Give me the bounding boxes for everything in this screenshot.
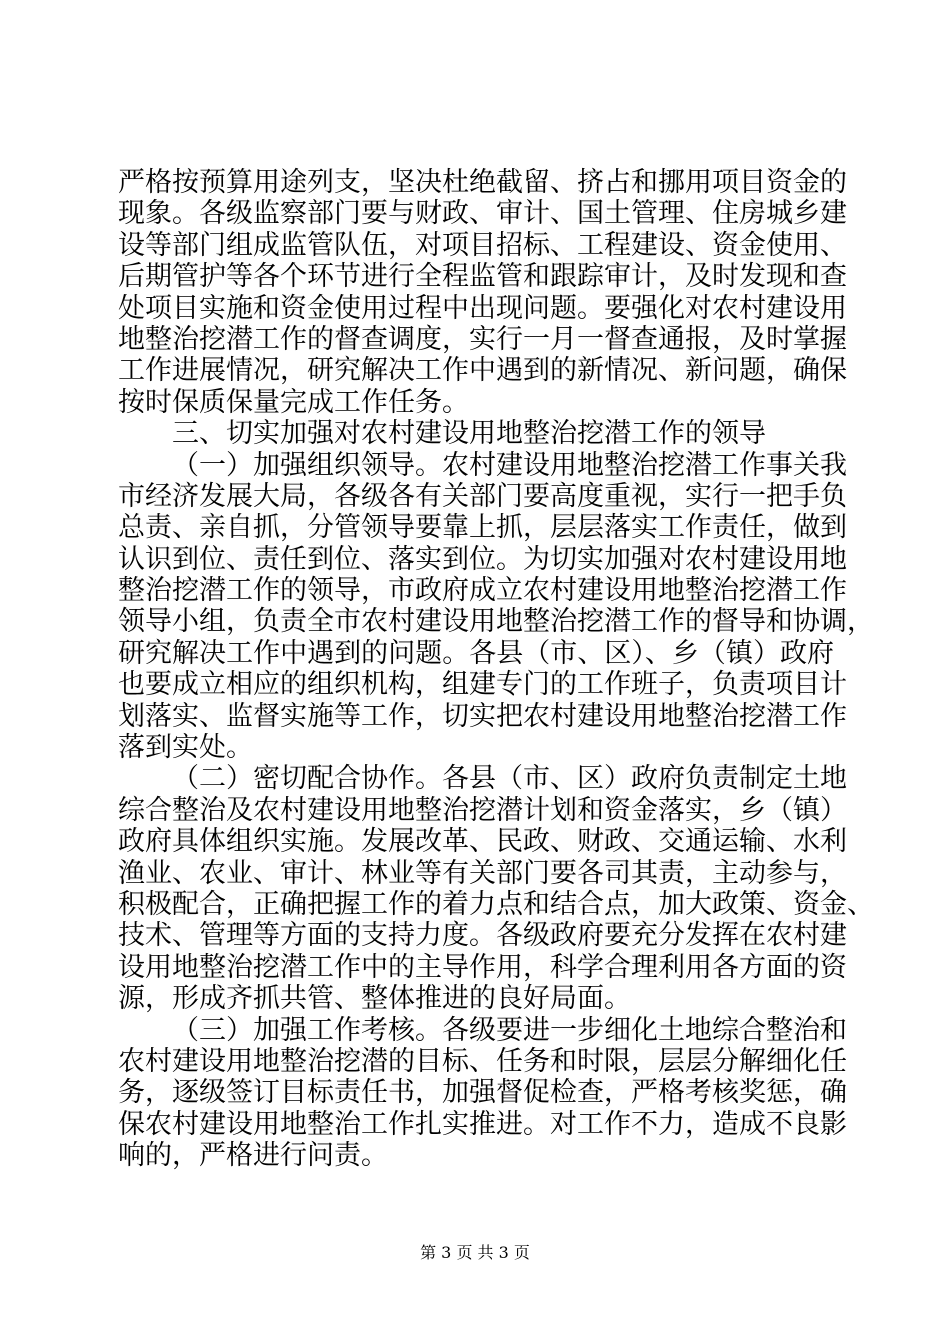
text-line: 整治挖潜工作的领导，市政府成立农村建设用地整治挖潜工作 — [118, 575, 847, 607]
text-line: 落到实处。 — [118, 732, 253, 764]
document-body — [118, 167, 874, 1172]
text-line: 地整治挖潜工作的督查调度，实行一月一督查通报，及时掌握 — [118, 323, 847, 355]
text-line: 保农村建设用地整治工作扎实推进。对工作不力，造成不良影 — [118, 1108, 847, 1140]
text-line: 认识到位、责任到位、落实到位。为切实加强对农村建设用地 — [118, 543, 847, 575]
text-line: 处项目实施和资金使用过程中出现问题。要强化对农村建设用 — [118, 292, 847, 324]
text-line: 渔业、农业、审计、林业等有关部门要各司其责，主动参与， — [118, 857, 847, 889]
text-line: 政府具体组织实施。发展改革、民政、财政、交通运输、水利 — [118, 826, 847, 858]
text-line: 也要成立相应的组织机构，组建专门的工作班子，负责项目计 — [118, 669, 847, 701]
text-line: 研究解决工作中遇到的问题。各县（市、区）、乡（镇）政府 — [118, 637, 834, 669]
text-line: 设用地整治挖潜工作中的主导作用，科学合理利用各方面的资 — [118, 951, 847, 983]
text-line: （一）加强组织领导。农村建设用地整治挖潜工作事关我 — [172, 449, 847, 481]
text-line: 技术、管理等方面的支持力度。各级政府要充分发挥在农村建 — [118, 920, 847, 952]
text-line: 综合整治及农村建设用地整治挖潜计划和资金落实，乡（镇） — [118, 794, 847, 826]
text-line: （二）密切配合协作。各县（市、区）政府负责制定土地 — [172, 763, 847, 795]
text-line: 响的，严格进行问责。 — [118, 1140, 388, 1172]
text-line: 工作进展情况，研究解决工作中遇到的新情况、新问题，确保 — [118, 355, 847, 387]
text-line: 后期管护等各个环节进行全程监管和跟踪审计，及时发现和查 — [118, 261, 847, 293]
text-line: 农村建设用地整治挖潜的目标、任务和时限，层层分解细化任 — [118, 1045, 847, 1077]
text-line: 总责、亲自抓，分管领导要靠上抓，层层落实工作责任，做到 — [118, 512, 847, 544]
text-line: 现象。各级监察部门要与财政、审计、国土管理、住房城乡建 — [118, 198, 847, 230]
text-line: 严格按预算用途列支，坚决杜绝截留、挤占和挪用项目资金的 — [118, 167, 847, 198]
text-line: 设等部门组成监管队伍，对项目招标、工程建设、资金使用、 — [118, 229, 847, 261]
text-line: 三、切实加强对农村建设用地整治挖潜工作的领导 — [172, 418, 766, 450]
page-footer: 第 3 页 共 3 页 — [420, 1243, 530, 1262]
text-line: 积极配合，正确把握工作的着力点和结合点，加大政策、资金、 — [118, 888, 874, 920]
text-line: 源，形成齐抓共管、整体推进的良好局面。 — [118, 983, 631, 1015]
text-line: （三）加强工作考核。各级要进一步细化土地综合整治和 — [172, 1014, 847, 1046]
text-line: 划落实、监督实施等工作，切实把农村建设用地整治挖潜工作 — [118, 700, 847, 732]
text-line: 务，逐级签订目标责任书，加强督促检查，严格考核奖惩，确 — [118, 1077, 847, 1109]
text-line: 按时保质保量完成工作任务。 — [118, 386, 469, 418]
text-line: 市经济发展大局，各级各有关部门要高度重视，实行一把手负 — [118, 480, 847, 512]
text-line: 领导小组，负责全市农村建设用地整治挖潜工作的督导和协调， — [118, 606, 874, 638]
